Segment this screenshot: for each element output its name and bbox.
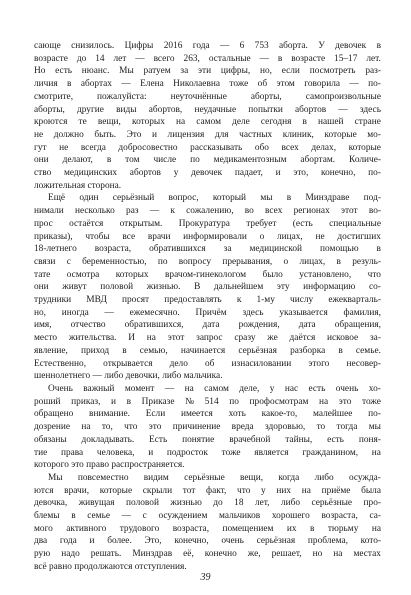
text-line: сающе снизилось. Цифры 2016 года — 6 753 аборта. У девочек в	[34, 41, 381, 51]
text-line: дозрение на то, что это причинение вреда здоровью, то тогда мы	[34, 422, 381, 433]
text-line: аборты, другие виды абортов, неудачные попытки абортов — здесь	[34, 104, 381, 115]
text-line: трудники МВД просят предоставлять к 1-му числу ежекварталь-	[34, 295, 381, 306]
paragraph	[34, 192, 381, 383]
text-line: обращено внимание. Если имеется хоть какое-то, малейшее по-	[34, 409, 381, 420]
text-line: гут не всегда добросовестно рассказывать обо всех делах, которые	[34, 142, 381, 153]
text-line: Очень важный момент — на самом деле, у нас есть очень хо-	[48, 383, 381, 394]
text-line: шеннолетнего — либо девочки, либо мальчика.	[34, 371, 223, 382]
text-line: прос остаётся открытым. Прокуратура требует (есть специальные	[34, 218, 381, 229]
page-number: 39	[200, 572, 211, 583]
text-line: место жительства. И на этот запрос сразу же даётся исковое за-	[34, 333, 381, 344]
text-line: не должно быть. Это и лицензия для частных клиник, которые мо-	[34, 129, 381, 140]
text-line: они живут половой жизнью. В дальнейшем эту информацию со-	[34, 282, 381, 293]
paragraph	[34, 472, 381, 574]
paragraph	[34, 40, 381, 192]
text-line: они делают, в том числе по медикаментозным абортам. Количе-	[34, 155, 381, 166]
text-line: явление, приход в семью, начинается серьёзная разборка в семье.	[34, 345, 381, 356]
paragraph	[34, 383, 381, 472]
text-line: которого это право распространяется.	[34, 460, 185, 471]
text-line: имя, отчество обратившихся, дата рождения, дата обращения,	[34, 320, 381, 331]
text-line: всё равно продолжаются отступления.	[34, 561, 187, 572]
text-line: связи с беременностью, по вопросу прерывания, о лицах, в резуль-	[34, 256, 381, 267]
text-line: Мы повсеместно видим серьёзные вещи, когда либо осужда-	[48, 472, 381, 483]
text-line: Но есть нюанс. Мы ратуем за эти цифры, но, если посмотреть раз-	[34, 66, 381, 77]
text-line: мого активного трудового возраста, помещением их в тюрьму на	[34, 523, 381, 534]
text-line: ются врачи, которые скрыли тот факт, что у них на приёме была	[34, 485, 381, 496]
text-line: ство медицинских абортов у девочек падает, и это, конечно, по-	[34, 168, 381, 179]
text-line: роший приказ, и в Приказе № 514 по профосмотрам на это тоже	[34, 396, 381, 407]
text-line: рую надо решать. Минздрав её, конечно же, решает, но на местах	[34, 549, 381, 560]
text-line: приказы), чтобы все врачи информировали о лицах, не достигших	[34, 231, 381, 242]
page-body	[34, 40, 381, 574]
text-line: смотрите, пожалуйста: неуточнённые аборты, самопроизвольные	[34, 91, 381, 102]
text-line: кроются те вещи, которых на самом деле сегодня в нашей стране	[34, 117, 381, 128]
text-line: обязаны докладывать. Есть понятие врачебной тайны, есть поня-	[34, 434, 381, 445]
text-line: нимали несколько раз — к сожалению, во всех регионах этот во-	[34, 206, 381, 217]
text-line: девочка, живущая половой жизнью до 18 лет, либо серьёзные про-	[34, 498, 381, 509]
text-line: личия в абортах — Елена Николаевна тоже об этом говорила — по-	[34, 79, 381, 90]
text-line: Естественно, открывается дело об изнасиловании этого несовер-	[34, 358, 381, 369]
text-line: два года и более. Это, конечно, очень серьёзная проблема, кото-	[34, 536, 381, 547]
text-line: тате осмотра которых врачом-гинекологом было установлено, что	[34, 269, 381, 280]
text-line: Ещё один серьёзный вопрос, который мы в Минздраве под-	[48, 193, 381, 204]
text-line: ложительная сторона.	[34, 180, 122, 191]
text-line: возрасте до 14 лет — всего 263, остальные — в возрасте 15–17 лет.	[34, 53, 381, 64]
text-line: но, иногда — ежемесячно. Причём здесь указывается фамилия,	[34, 307, 381, 318]
text-line: 18-летнего возраста, обратившихся за медицинской помощью в	[34, 244, 381, 255]
text-line: блемы в семье — с осуждением мальчиков хорошего возраста, са-	[34, 511, 381, 522]
text-line: тие права человека, и подросток тоже является гражданином, на	[34, 447, 381, 458]
